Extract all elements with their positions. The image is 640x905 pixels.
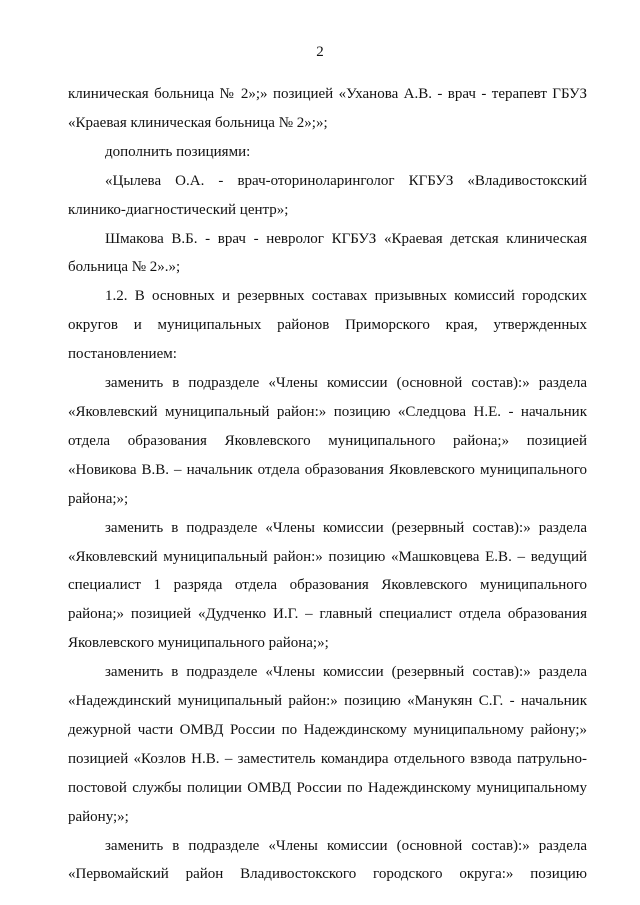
page-number: 2 (316, 44, 324, 60)
paragraph-yakovlevsky-main: заменить в подразделе «Члены комиссии (основной состав):» раздела «Яковлевский муниципальный район:» позицию «Следцова Н.Е. - начальник отдела образования Яковлевского муниципального района;» позицией «Новикова В.В. – начальник отдела образования Яковлевского муниципального района;»; (68, 375, 587, 507)
paragraph-tsyleva: «Цылева О.А. - врач-оториноларинголог КГБУЗ «Владивостокский клинико-диагностический центр»; (68, 172, 587, 218)
paragraph-pervomaisky-main: заменить в подразделе «Члены комиссии (основной состав):» раздела «Первомайский район Владивостокского городского округа:» позицию (68, 837, 587, 883)
paragraph-section-1-2: 1.2. В основных и резервных составах призывных комиссий городских округов и муниципальных районов Приморского края, утвержденных постановлением: (68, 288, 587, 363)
document-body (68, 80, 587, 889)
paragraph-shmakova: Шмакова В.Б. - врач - невролог КГБУЗ «Краевая детская клиническая больница № 2».»; (68, 230, 587, 276)
paragraph-yakovlevsky-reserve: заменить в подразделе «Члены комиссии (резервный состав):» раздела «Яковлевский муниципальный район:» позицию «Машковцева Е.В. – ведущий специалист 1 разряда отдела образования Яковлевского муниципального района;» позицией «Дудченко И.Г. – главный специалист отдела образования Яковлевского муниципального района;»; (68, 519, 587, 652)
paragraph-supplement-heading: дополнить позициями: (105, 143, 251, 160)
paragraph-continuation: клиническая больница № 2»;» позицией «Уханова А.В. - врач - терапевт ГБУЗ «Краевая клиническая больница № 2»;»; (68, 86, 587, 131)
paragraph-nadezhdinsky-reserve: заменить в подразделе «Члены комиссии (резервный состав):» раздела «Надеждинский муниципальный район:» позицию «Манукян С.Г. - начальник дежурной части ОМВД России по Надеждинскому муниципальному району;» позицией «Козлов Н.В. – заместитель командира отдельного взвода патрульно-постовой службы полиции ОМВД России по Надеждинскому муниципальному району;»; (68, 664, 587, 825)
